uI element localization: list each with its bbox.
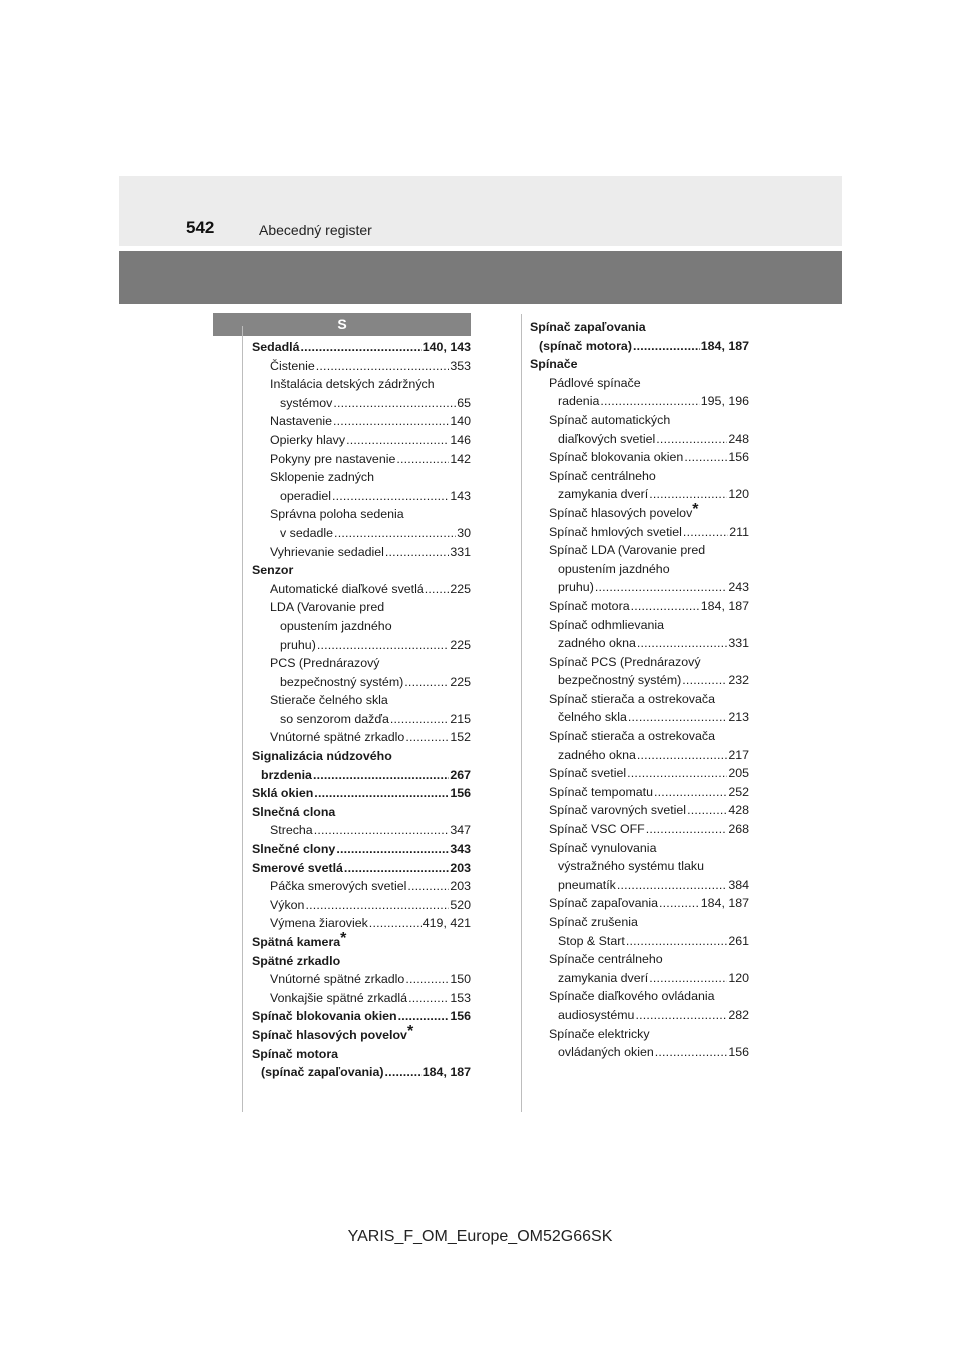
dot-leader <box>637 634 727 653</box>
dot-leader <box>600 392 699 411</box>
dot-leader <box>687 801 727 820</box>
dot-leader <box>633 337 700 356</box>
page-reference: 225 <box>450 674 471 689</box>
index-entry <box>252 487 471 506</box>
dot-leader <box>346 431 449 450</box>
index-entry <box>252 636 471 655</box>
index-entry <box>252 747 471 766</box>
index-entry <box>530 708 749 727</box>
index-entry <box>530 448 749 467</box>
index-term: výstražného systému tlaku <box>558 859 704 874</box>
dot-leader <box>316 357 450 376</box>
index-term: so senzorom dažďa <box>280 711 389 726</box>
index-term: Spínač svetiel <box>549 766 627 781</box>
index-term: pruhu) <box>558 580 594 595</box>
index-term: Stop & Start <box>558 933 625 948</box>
index-term: Výkon <box>270 897 305 912</box>
index-term: Spínače elektricky <box>549 1026 650 1041</box>
index-entry <box>252 784 471 803</box>
index-entry <box>252 1007 471 1026</box>
page-reference: 205 <box>728 766 749 781</box>
page-reference: 152 <box>450 730 471 745</box>
dot-leader <box>317 636 449 655</box>
index-term: Vonkajšie spätné zrkadlá <box>270 990 408 1005</box>
dot-leader <box>313 766 449 785</box>
dot-leader <box>333 412 449 431</box>
index-entry <box>252 803 471 822</box>
index-entry <box>252 914 471 933</box>
index-term: bezpečnostný systém) <box>558 673 682 688</box>
page-reference: 156 <box>728 1045 749 1060</box>
dot-leader <box>617 876 727 895</box>
index-entry <box>252 561 471 580</box>
page-reference: 30 <box>457 525 471 540</box>
index-term: audiosystému <box>558 1007 635 1022</box>
index-term: Automatické diaľkové svetlá <box>270 581 424 596</box>
index-term: Smerové svetlá <box>252 860 343 875</box>
dot-leader <box>408 989 449 1008</box>
index-term: Spínač vynulovania <box>549 840 657 855</box>
index-entry <box>252 859 471 878</box>
index-entry <box>530 500 749 523</box>
index-entry <box>530 1025 749 1044</box>
page-reference: 140 <box>450 414 471 429</box>
index-entry <box>530 820 749 839</box>
index-term: Senzor <box>252 563 294 578</box>
index-entry <box>252 673 471 692</box>
index-entry <box>530 969 749 988</box>
index-term: Výmena žiaroviek <box>270 916 368 931</box>
index-entry <box>530 653 749 672</box>
dot-leader <box>334 524 456 543</box>
page-reference: 252 <box>728 784 749 799</box>
index-entry <box>530 355 749 374</box>
index-entry <box>530 337 749 356</box>
index-term: diaľkových svetiel <box>558 431 656 446</box>
index-entry <box>530 560 749 579</box>
index-term: Spínač automatických <box>549 412 671 427</box>
index-entry <box>530 671 749 690</box>
index-entry <box>252 952 471 971</box>
index-entry <box>530 467 749 486</box>
index-entry <box>530 932 749 951</box>
index-entry <box>252 524 471 543</box>
page-reference: 146 <box>450 432 471 447</box>
index-entry <box>252 929 471 952</box>
page-reference: 267 <box>450 767 471 782</box>
index-entry <box>530 1043 749 1062</box>
index-term: Čistenie <box>270 358 315 373</box>
asterisk-mark: * <box>692 500 699 518</box>
page-reference: 248 <box>728 431 749 446</box>
page-reference: 195, 196 <box>700 394 749 409</box>
dot-leader <box>684 448 727 467</box>
index-entry <box>530 411 749 430</box>
index-term: Opierky hlavy <box>270 432 346 447</box>
middle-column-rule <box>521 314 522 1112</box>
index-entry <box>530 318 749 337</box>
index-term: Spínač LDA (Varovanie pred <box>549 543 706 558</box>
dot-leader <box>369 914 422 933</box>
page-reference: 150 <box>450 972 471 987</box>
index-entry <box>530 541 749 560</box>
dot-leader <box>637 746 727 765</box>
header-bar <box>119 251 842 304</box>
index-term: Slnečná clona <box>252 804 336 819</box>
index-entry <box>530 783 749 802</box>
page-reference: 184, 187 <box>422 1065 471 1080</box>
page-reference: 268 <box>728 822 749 837</box>
dot-leader <box>405 728 449 747</box>
index-term: opustením jazdného <box>558 561 670 576</box>
index-entry <box>530 894 749 913</box>
index-term: Spínač hlasových povelov <box>549 505 693 520</box>
page-reference: 120 <box>728 487 749 502</box>
index-entry <box>252 691 471 710</box>
index-term: LDA (Varovanie pred <box>270 600 385 615</box>
page-reference: 243 <box>728 580 749 595</box>
dot-leader <box>385 1063 422 1082</box>
index-term: Spínač zapaľovania <box>530 320 646 334</box>
page-reference: 282 <box>728 1007 749 1022</box>
index-term: systémov <box>280 395 333 410</box>
section-letter-tab: S <box>213 313 471 336</box>
dot-leader <box>344 859 449 878</box>
dot-leader <box>301 338 422 357</box>
index-entry <box>530 746 749 765</box>
index-term: Sklá okien <box>252 786 314 801</box>
dot-leader <box>398 1007 450 1026</box>
index-entry <box>252 1045 471 1064</box>
page-reference: 347 <box>450 823 471 838</box>
index-term: Spínač hmlových svetiel <box>549 524 682 539</box>
index-entry <box>252 728 471 747</box>
index-entry <box>252 766 471 785</box>
page-reference: 428 <box>728 803 749 818</box>
index-entry <box>252 468 471 487</box>
index-entry <box>530 690 749 709</box>
index-entry <box>530 616 749 635</box>
index-term: Nastavenie <box>270 414 332 429</box>
index-entry <box>252 431 471 450</box>
index-term: Spínač centrálneho <box>549 468 656 483</box>
dot-leader <box>656 430 727 449</box>
index-entry <box>530 839 749 858</box>
index-term: Strecha <box>270 823 313 838</box>
index-term: Sklopenie zadných <box>270 470 375 485</box>
index-term: Spínač varovných svetiel <box>549 803 687 818</box>
index-entry <box>252 412 471 431</box>
index-entry <box>252 1022 471 1045</box>
page-reference: 215 <box>450 711 471 726</box>
dot-leader <box>404 673 449 692</box>
index-term: Spínač stierača a ostrekovača <box>549 729 715 744</box>
dot-leader <box>390 710 449 729</box>
dot-leader <box>631 597 700 616</box>
index-term: Spínač motora <box>252 1046 339 1061</box>
page-reference: 156 <box>450 1009 471 1024</box>
left-column-rule <box>242 326 243 1112</box>
index-term: Spätná kamera <box>252 935 341 949</box>
index-entry <box>530 430 749 449</box>
header-band <box>119 176 842 246</box>
dot-leader <box>627 764 727 783</box>
dot-leader <box>314 821 450 840</box>
index-entry <box>530 987 749 1006</box>
page-reference: 261 <box>728 933 749 948</box>
asterisk-mark: * <box>340 929 347 947</box>
index-term: ovládaných okien <box>558 1045 654 1060</box>
page-reference: 353 <box>450 358 471 373</box>
index-term: Stierače čelného skla <box>270 693 388 708</box>
dot-leader <box>396 450 449 469</box>
index-term: Spínače centrálneho <box>549 952 663 967</box>
index-term: Vnútorné spätné zrkadlo <box>270 730 405 745</box>
page-reference: 225 <box>450 637 471 652</box>
page-reference: 156 <box>450 786 471 801</box>
dot-leader <box>385 543 449 562</box>
index-term: Spínač VSC OFF <box>549 822 645 837</box>
index-term: zadného okna <box>558 747 636 762</box>
dot-leader <box>314 784 449 803</box>
page-reference: 211 <box>729 524 749 539</box>
page-reference: 213 <box>728 710 749 725</box>
dot-leader <box>659 894 700 913</box>
index-term: Spínač zapaľovania <box>549 896 659 911</box>
page-reference: 384 <box>728 877 749 892</box>
index-entry <box>530 913 749 932</box>
index-entry <box>530 485 749 504</box>
dot-leader <box>595 578 727 597</box>
index-term: Slnečné clony <box>252 842 336 857</box>
index-term: Spínač PCS (Prednárazový <box>549 654 701 669</box>
index-term: Vnútorné spätné zrkadlo <box>270 972 405 987</box>
index-term: Signalizácia núdzového <box>252 749 392 764</box>
index-entry <box>252 617 471 636</box>
index-term: čelného skla <box>558 710 627 725</box>
page-reference: 331 <box>728 636 749 651</box>
index-entry <box>530 374 749 393</box>
index-entry <box>252 543 471 562</box>
index-entry <box>252 710 471 729</box>
index-term: Spätné zrkadlo <box>252 953 341 968</box>
index-term: operadiel <box>280 488 331 503</box>
page-reference: 217 <box>728 747 749 762</box>
page-reference: 419, 421 <box>422 916 471 931</box>
index-term: Spínač motora <box>549 598 630 613</box>
page-reference: 143 <box>450 488 471 503</box>
index-entry <box>252 840 471 859</box>
page-reference: 225 <box>450 581 471 596</box>
index-entry <box>252 654 471 673</box>
index-term: Spínač odhmlievania <box>549 617 665 632</box>
dot-leader <box>635 1006 727 1025</box>
index-entry <box>530 727 749 746</box>
index-term: v sedadle <box>280 525 334 540</box>
page-reference: 140, 143 <box>422 340 471 354</box>
index-term: (spínač motora) <box>539 338 632 353</box>
dot-leader <box>628 708 727 727</box>
index-term: PCS (Prednárazový <box>270 656 380 671</box>
index-term: Pokyny pre nastavenie <box>270 451 396 466</box>
index-entry <box>252 338 471 357</box>
dot-leader <box>333 394 456 413</box>
index-term: opustením jazdného <box>280 618 392 633</box>
page-reference: 184, 187 <box>700 598 749 613</box>
index-term: bezpečnostný systém) <box>280 674 404 689</box>
index-entry <box>530 634 749 653</box>
index-term: Spínač zrušenia <box>549 915 638 929</box>
index-entry <box>530 578 749 597</box>
page-reference: 120 <box>728 970 749 985</box>
index-entry <box>530 857 749 876</box>
index-term: Spínač blokovania okien <box>252 1009 397 1024</box>
index-entry <box>530 523 749 542</box>
index-entry <box>252 821 471 840</box>
index-term: brzdenia <box>261 767 312 782</box>
index-entry <box>252 970 471 989</box>
dot-leader <box>683 523 728 542</box>
index-entry <box>252 877 471 896</box>
page-number: 542 <box>186 218 215 237</box>
page-reference: 142 <box>450 451 471 466</box>
page-reference: 520 <box>450 897 471 912</box>
dot-leader <box>332 487 449 506</box>
page-reference: 65 <box>457 395 471 410</box>
index-term: pruhu) <box>280 637 316 652</box>
page-reference: 153 <box>450 990 471 1005</box>
index-term: zamykania dverí <box>558 487 649 502</box>
index-entry <box>252 598 471 617</box>
dot-leader <box>305 896 449 915</box>
index-entry <box>252 450 471 469</box>
index-entry <box>252 394 471 413</box>
index-term: Spínač stierača a ostrekovača <box>549 691 715 706</box>
page-reference: 331 <box>450 544 471 559</box>
index-entry <box>252 357 471 376</box>
dot-leader <box>654 783 727 802</box>
page-reference: 232 <box>728 673 749 688</box>
dot-leader <box>407 877 449 896</box>
index-entry <box>530 950 749 969</box>
dot-leader <box>682 671 727 690</box>
index-column-left <box>252 338 471 1082</box>
page-reference: 203 <box>450 879 471 894</box>
page-reference: 203 <box>450 860 471 875</box>
page-reference: 184, 187 <box>700 338 749 353</box>
index-entry <box>530 392 749 411</box>
dot-leader <box>655 1043 728 1062</box>
index-term: Inštalácia detských zádržných <box>270 377 435 392</box>
document-footer-code: YARIS_F_OM_Europe_OM52G66SK <box>347 1228 613 1245</box>
index-term: Spínač blokovania okien <box>549 450 684 465</box>
index-term: Spínače diaľkového ovládania <box>549 989 715 1004</box>
index-term: Spínače <box>530 357 578 372</box>
dot-leader <box>336 840 449 859</box>
index-entry <box>252 896 471 915</box>
index-term: (spínač zapaľovania) <box>261 1065 384 1080</box>
index-term: pneumatík <box>558 877 616 892</box>
index-term: Sedadlá <box>252 340 300 354</box>
index-entry <box>252 505 471 524</box>
dot-leader <box>626 932 728 951</box>
page-reference: 156 <box>728 450 749 465</box>
index-entry <box>252 580 471 599</box>
index-term: zadného okna <box>558 636 636 651</box>
index-entry <box>252 989 471 1008</box>
index-term: Spínač tempomatu <box>549 784 654 799</box>
page-reference: 184, 187 <box>700 896 749 911</box>
dot-leader <box>649 969 727 988</box>
index-term: Páčka smerových svetiel <box>270 879 407 894</box>
index-entry <box>252 1063 471 1082</box>
dot-leader <box>405 970 449 989</box>
index-entry <box>530 764 749 783</box>
index-entry <box>530 801 749 820</box>
dot-leader <box>425 580 450 599</box>
index-term: Pádlové spínače <box>549 375 641 390</box>
index-entry <box>530 1006 749 1025</box>
index-entry <box>252 375 471 394</box>
asterisk-mark: * <box>406 1022 414 1040</box>
index-term: zamykania dverí <box>558 970 649 985</box>
index-term: Správna poloha sedenia <box>270 507 404 522</box>
index-column-right <box>530 318 749 1062</box>
index-term: radenia <box>558 394 600 409</box>
page-title: Abecedný register <box>259 222 372 238</box>
index-term: Spínač hlasových povelov <box>252 1027 407 1042</box>
index-entry <box>530 876 749 895</box>
index-term: Vyhrievanie sedadiel <box>270 544 384 559</box>
page-reference: 343 <box>450 842 471 857</box>
index-entry <box>530 597 749 616</box>
dot-leader <box>649 485 727 504</box>
dot-leader <box>646 820 728 839</box>
